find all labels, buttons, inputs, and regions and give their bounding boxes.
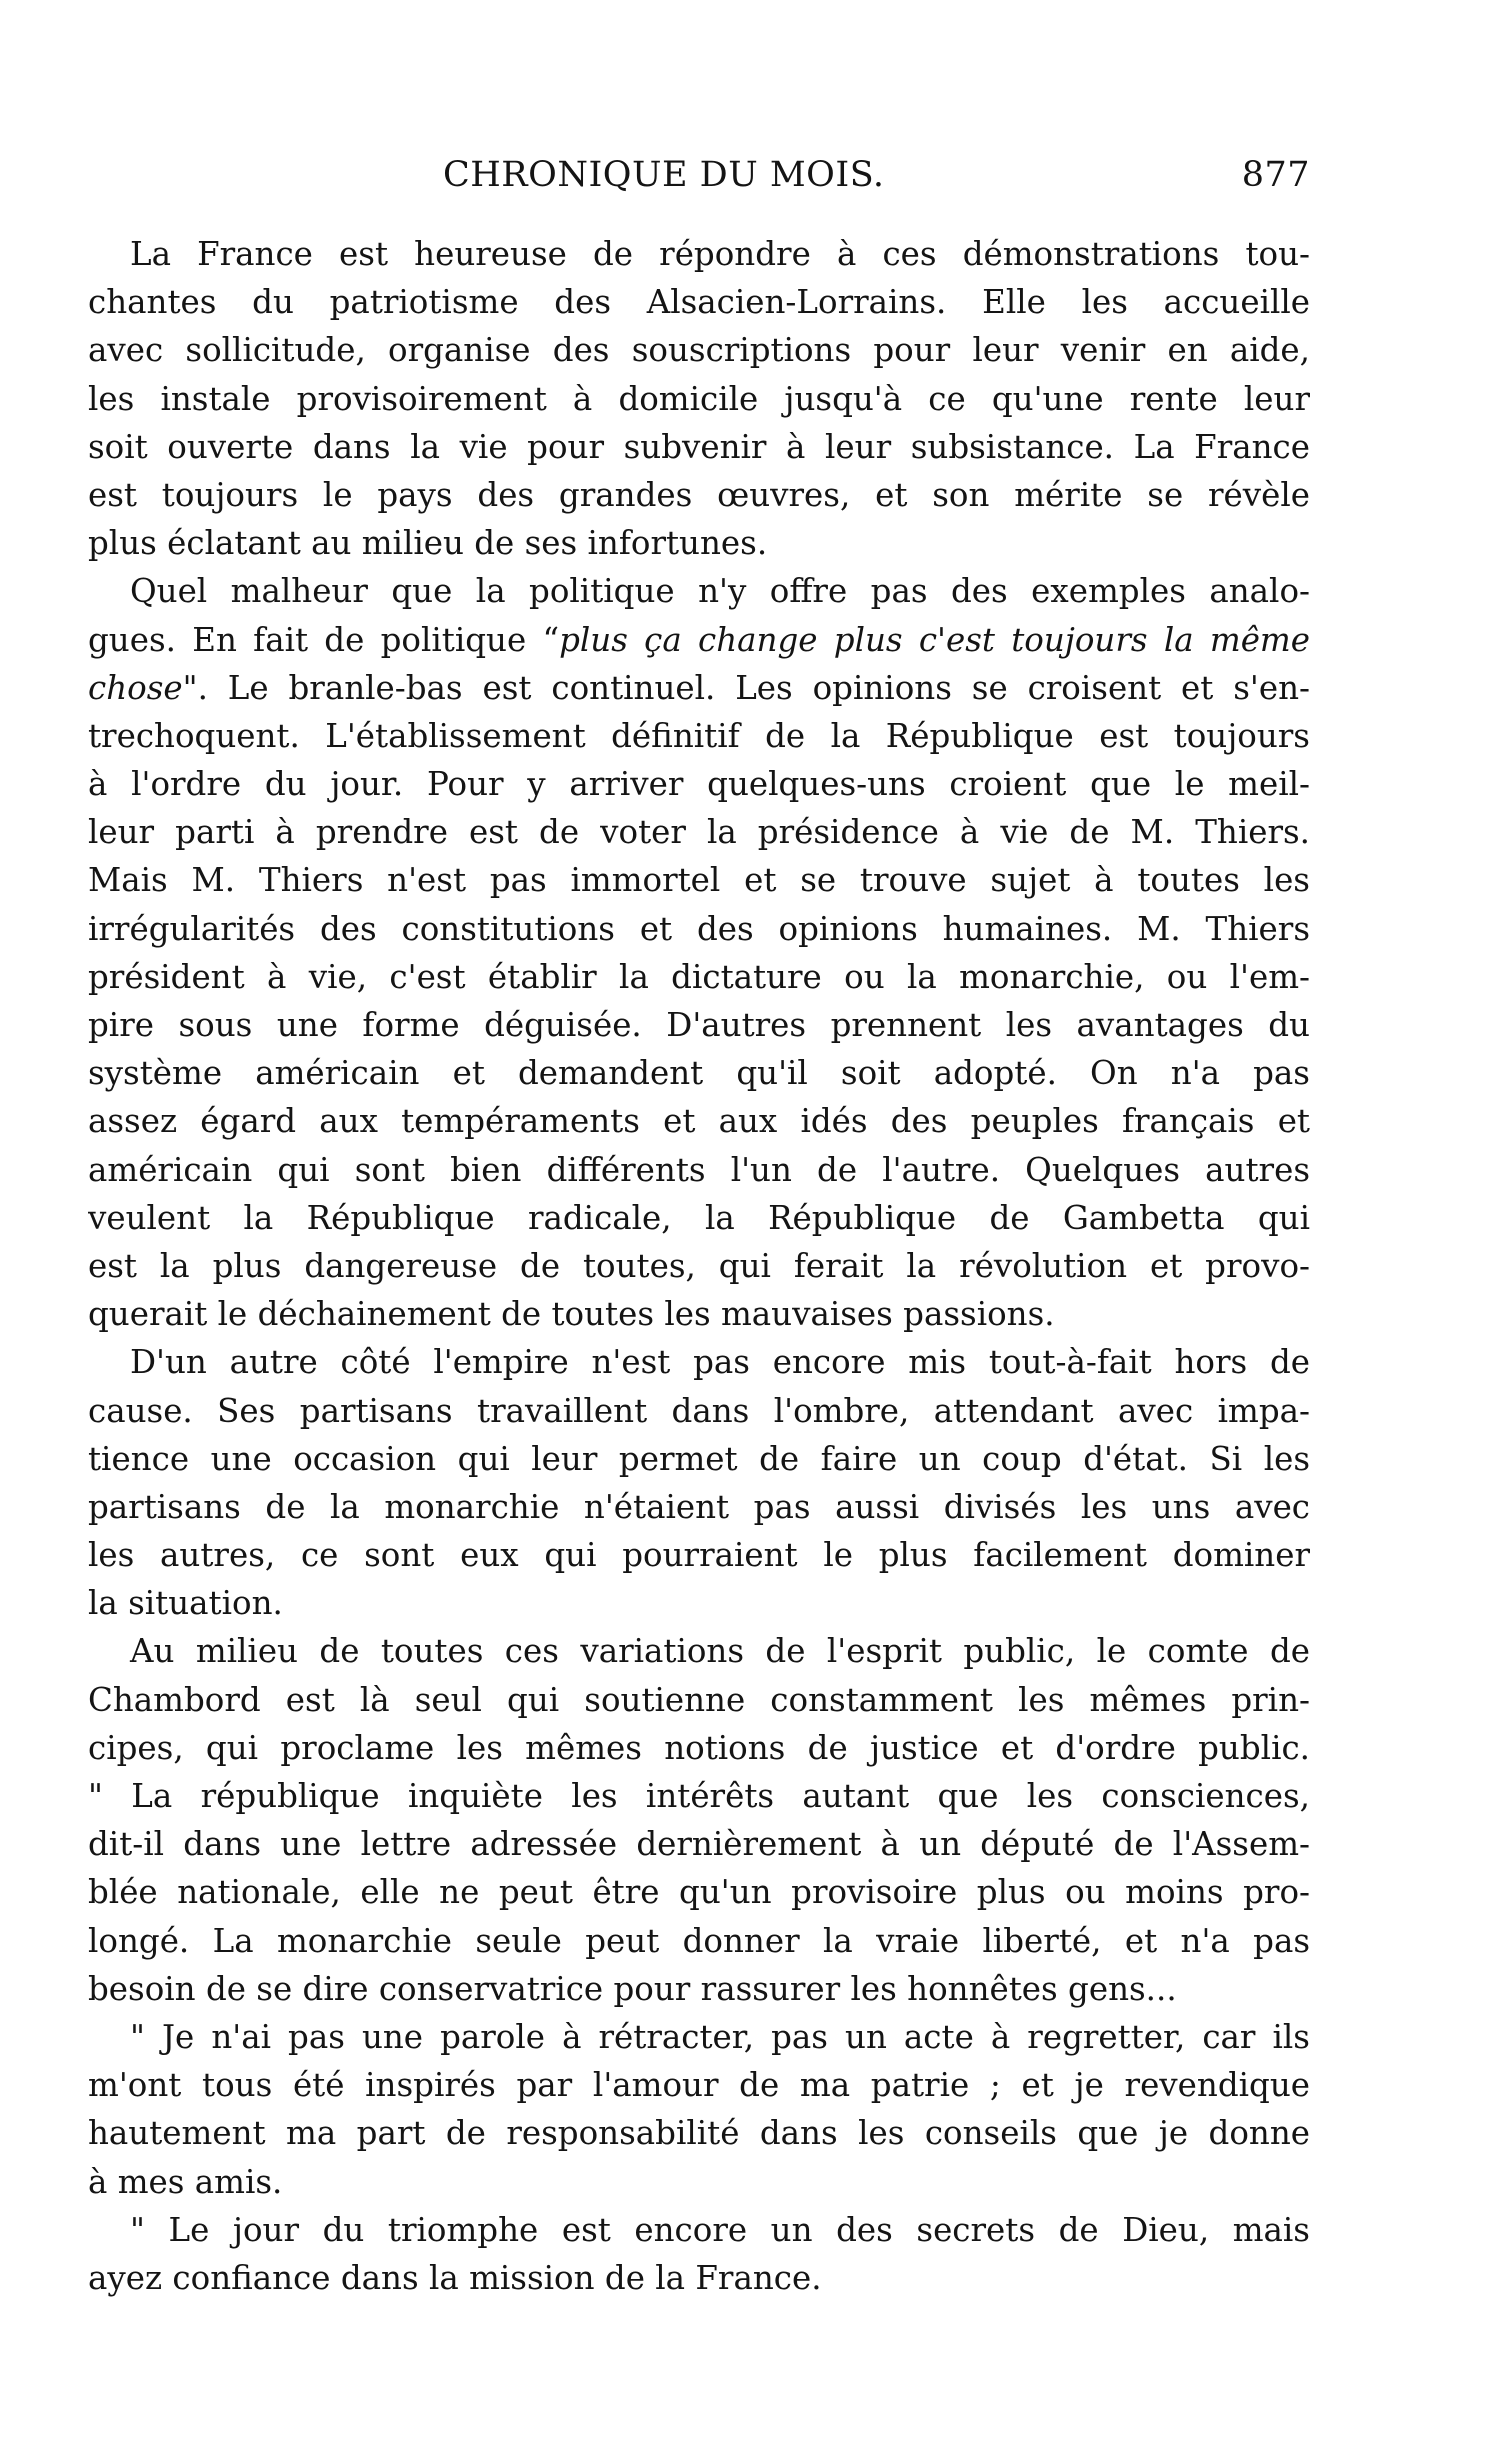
text-line: partisans de la monarchie n'étaient pas aussi divisés les uns avec — [88, 1487, 1310, 1526]
text-line: cipes, qui proclame les mêmes notions de justice et d'ordre public. — [88, 1728, 1310, 1767]
text-line: la situation. — [88, 1584, 283, 1623]
text-line: Au milieu de toutes ces variations de l'esprit public, le comte de — [130, 1632, 1310, 1671]
text-line: blée nationale, elle ne peut être qu'un provisoire plus ou moins pro- — [88, 1873, 1310, 1912]
text-line: tience une occasion qui leur permet de faire un coup d'état. Si les — [88, 1439, 1310, 1478]
text-line: Quel malheur que la politique n'y offre pas des exemples analo- — [130, 572, 1310, 611]
text-fragment: gues. En fait de politique — [88, 620, 527, 659]
text-line: plus éclatant au milieu de ses infortunes. — [88, 524, 768, 563]
text-line: La France est heureuse de répondre à ces démonstrations tou- — [130, 235, 1310, 273]
text-line: assez égard aux tempéraments et aux idés des peuples français et — [88, 1102, 1310, 1141]
text-line: cause. Ses partisans travaillent dans l'ombre, attendant avec impa- — [88, 1391, 1310, 1430]
text-line: " Je n'ai pas une parole à rétracter, pas un acte à regretter, car ils — [130, 2017, 1310, 2056]
quoted-phrase: plus ça change plus c'est toujours la même — [559, 620, 1310, 659]
quoted-phrase-end: chose — [88, 668, 183, 707]
text-line: américain qui sont bien différents l'un de l'autre. Quelques autres — [88, 1150, 1310, 1189]
text-fragment: ". Le branle-bas est continuel. Les opinions se croisent et s'en- — [182, 668, 1310, 707]
text-line: Mais M. Thiers n'est pas immortel et se trouve sujet à toutes les — [88, 861, 1310, 900]
text-line: Chambord est là seul qui soutienne constamment les mêmes prin- — [88, 1680, 1310, 1719]
text-line: les instale provisoirement à domicile jusqu'à ce qu'une rente leur — [88, 379, 1310, 418]
running-header — [88, 150, 1310, 200]
text-line: président à vie, c'est établir la dictature ou la monarchie, ou l'em- — [88, 957, 1310, 996]
text-line: à mes amis. — [88, 2162, 283, 2201]
text-line-with-quote: gues. En fait de politique “plus ça change plus c'est toujours la même — [88, 620, 1310, 659]
text-line: est toujours le pays des grandes œuvres, et son mérite se révèle — [88, 475, 1310, 514]
text-line: les autres, ce sont eux qui pourraient le plus facilement dominer — [88, 1536, 1310, 1575]
text-line: chantes du patriotisme des Alsacien-Lorrains. Elle les accueille — [88, 283, 1310, 322]
text-line: avec sollicitude, organise des souscriptions pour leur venir en aide, — [88, 331, 1310, 370]
text-line: hautement ma part de responsabilité dans les conseils que je donne — [88, 2114, 1310, 2153]
text-line: pire sous une forme déguisée. D'autres prennent les avantages du — [88, 1006, 1310, 1044]
text-line: soit ouverte dans la vie pour subvenir à leur subsistance. La France — [88, 427, 1310, 466]
text-line: dit-il dans une lettre adressée dernièrement à un député de l'Assem- — [88, 1825, 1310, 1864]
text-line-with-quote — [88, 664, 1310, 712]
text-line: veulent la République radicale, la République de Gambetta qui — [88, 1198, 1310, 1237]
text-line: système américain et demandent qu'il soit adopté. On n'a pas — [88, 1054, 1310, 1093]
running-title: CHRONIQUE DU MOIS. — [443, 155, 885, 195]
text-line: besoin de se dire conservatrice pour rassurer les honnêtes gens... — [88, 1969, 1177, 2008]
text-line: m'ont tous été inspirés par l'amour de ma patrie ; et je revendique — [88, 2066, 1310, 2105]
text-line: leur parti à prendre est de voter la présidence à vie de M. Thiers. — [88, 813, 1310, 852]
text-line: à l'ordre du jour. Pour y arriver quelques-uns croient que le meil- — [88, 765, 1310, 804]
text-line: est la plus dangereuse de toutes, qui ferait la révolution et provo- — [88, 1246, 1310, 1285]
body-text — [88, 230, 1310, 2302]
text-line: querait le déchainement de toutes les mauvaises passions. — [88, 1295, 1055, 1334]
text-line: " Le jour du triomphe est encore un des secrets de Dieu, mais — [130, 2210, 1310, 2249]
text-line: longé. La monarchie seule peut donner la vraie liberté, et n'a pas — [88, 1921, 1310, 1960]
text-line: irrégularités des constitutions et des opinions humaines. M. Thiers — [88, 909, 1310, 948]
text-line: ayez confiance dans la mission de la France. — [88, 2258, 822, 2297]
text-line: " La république inquiète les intérêts autant que les consciences, — [88, 1777, 1310, 1815]
text-line: trechoquent. L'établissement définitif de la République est toujours — [88, 716, 1310, 755]
page-number: 877 — [1241, 155, 1310, 195]
text-line: D'un autre côté l'empire n'est pas encore mis tout-à-fait hors de — [130, 1343, 1310, 1382]
